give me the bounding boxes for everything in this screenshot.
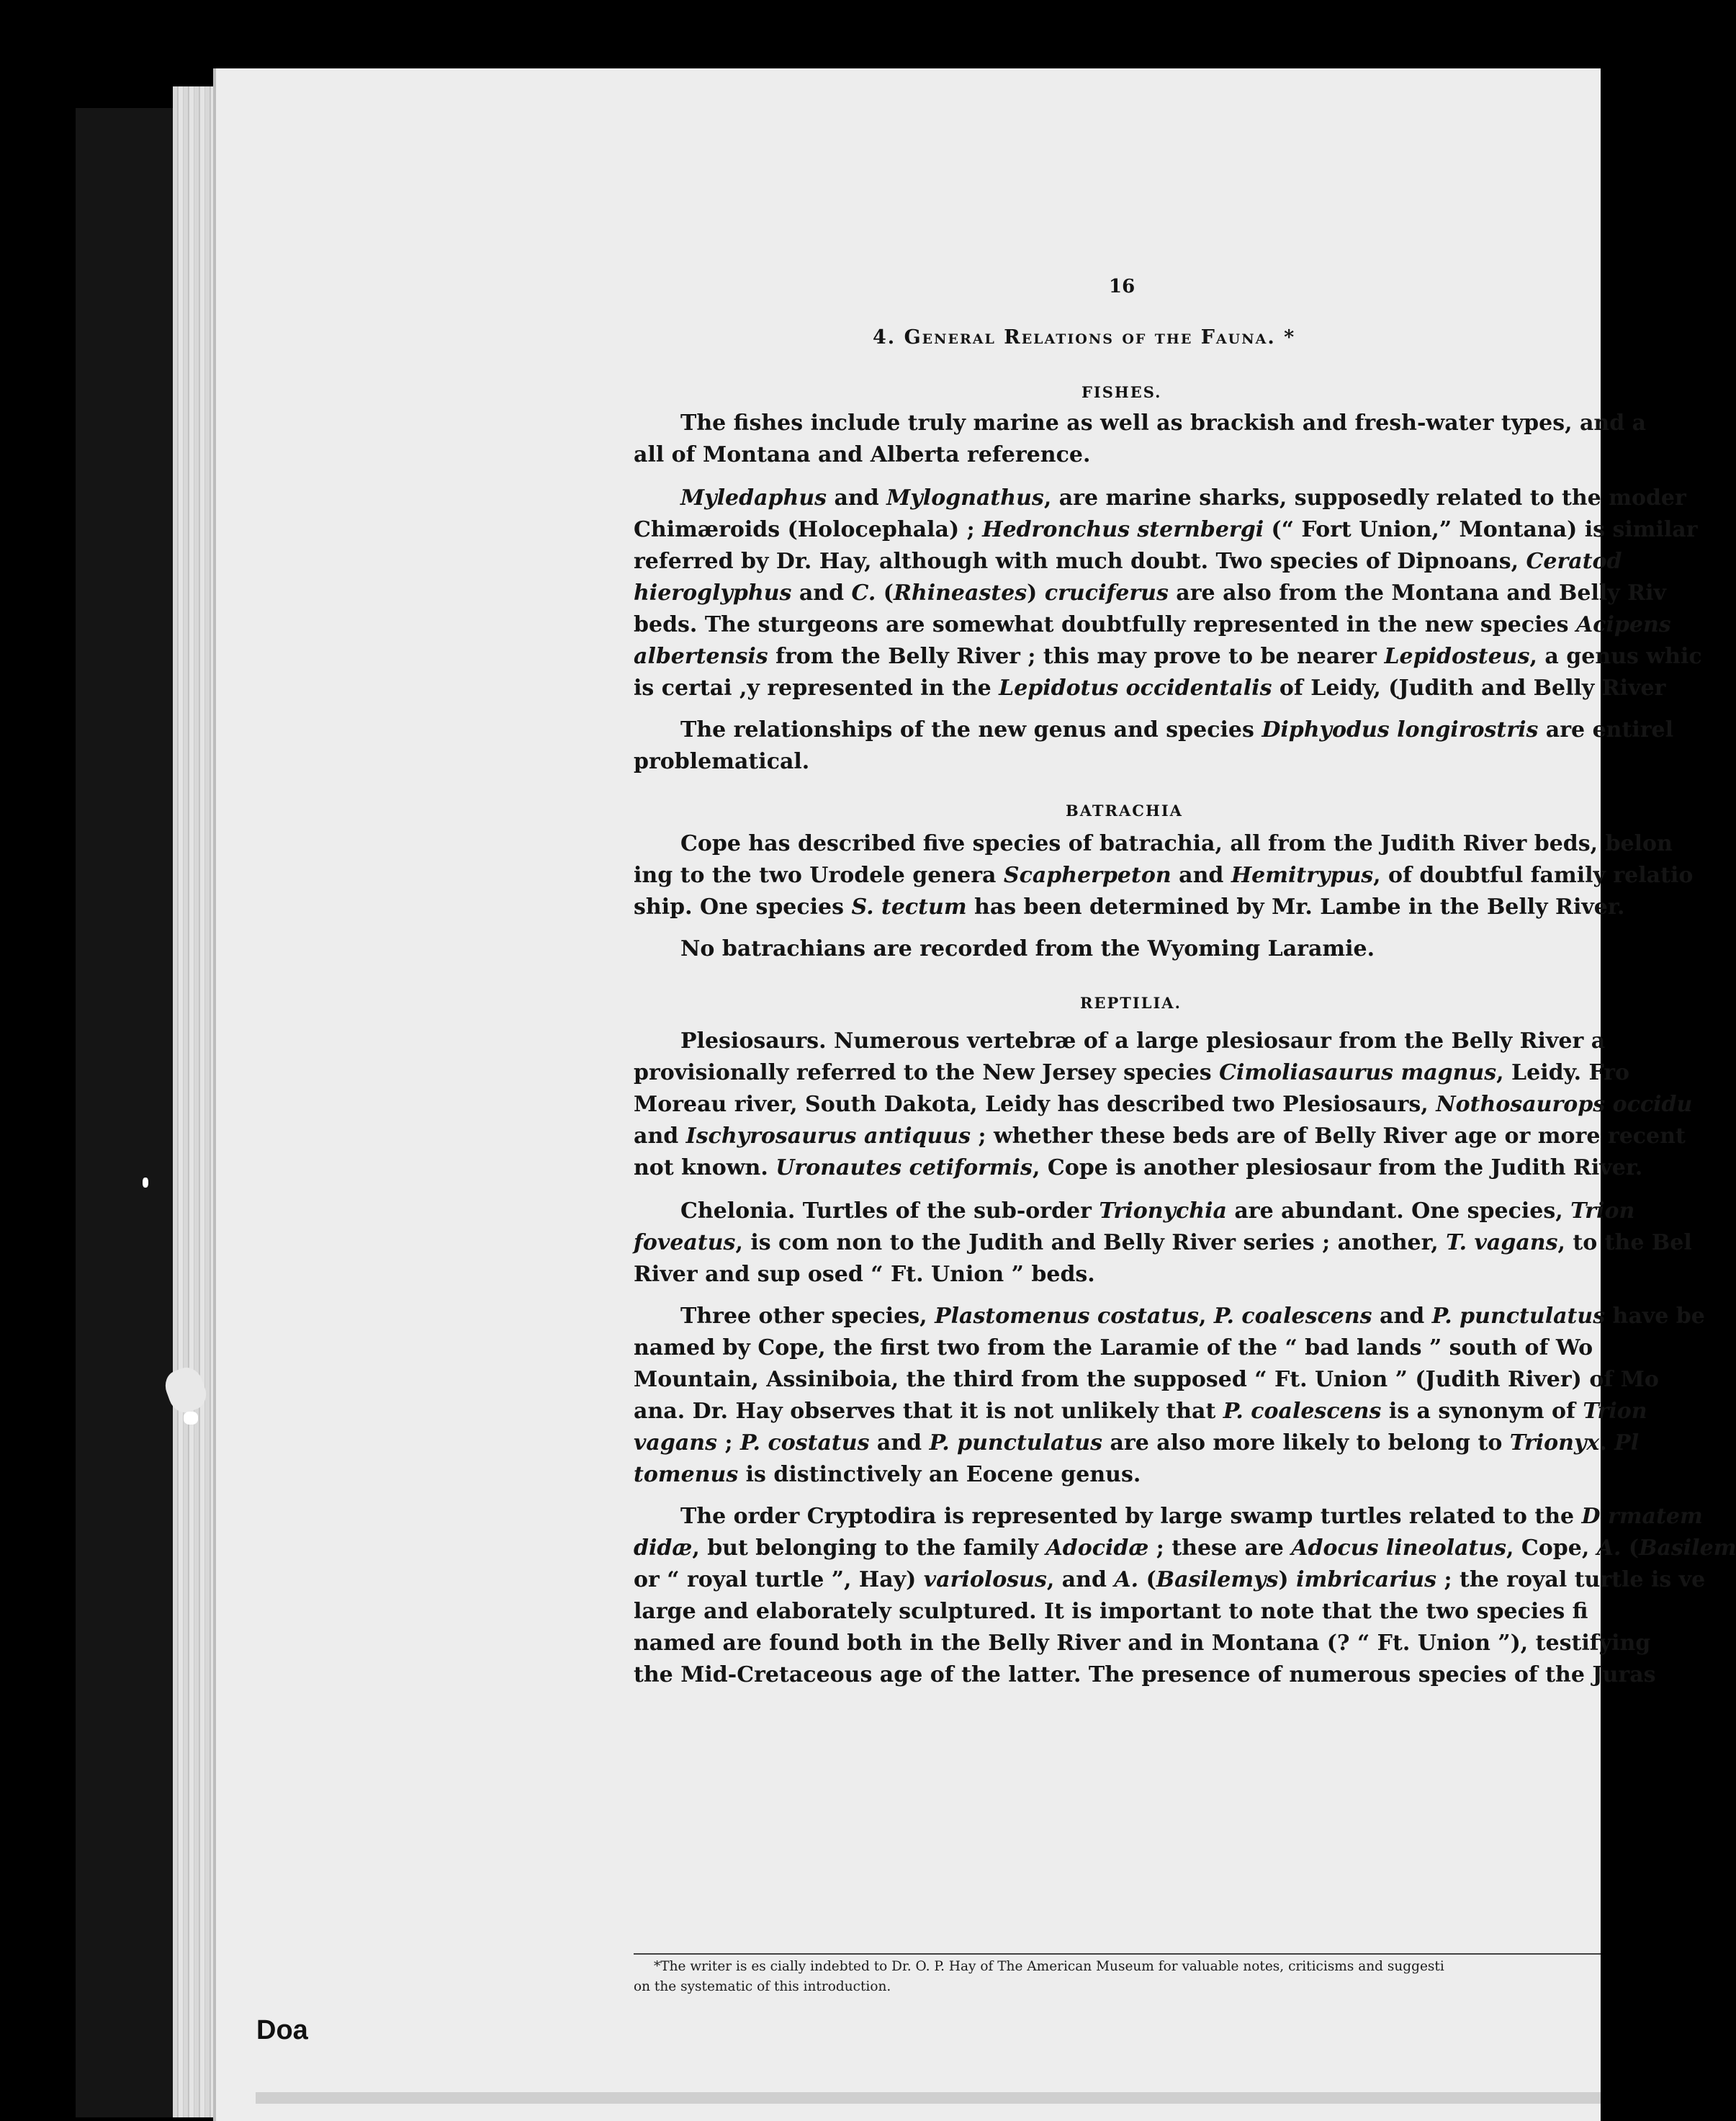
dark-book-edge xyxy=(76,108,184,2117)
footnote-rule xyxy=(634,1953,1601,1955)
text-line: Plesiosaurs. Numerous vertebræ of a large plesiosaur from the Belly River a xyxy=(680,1028,1606,1054)
section-title: 4. General Relations of the Fauna. * xyxy=(873,326,1296,349)
text-line: all of Montana and Alberta reference. xyxy=(634,442,1091,467)
text-line: ship. One species S. tectum has been determined by Mr. Lambe in the Belly River. xyxy=(634,894,1625,920)
scan-speck xyxy=(143,1178,148,1188)
text-line: albertensis from the Belly River ; this may prove to be nearer Lepidosteus, a genus whic xyxy=(634,644,1702,669)
text-line: Chimæroids (Holocephala) ; Hedronchus sternbergi (“ Fort Union,” Montana) is similar xyxy=(634,517,1698,542)
text-line: The order Cryptodira is represented by large swamp turtles related to the D rmatem xyxy=(680,1504,1703,1529)
text-line: The fishes include truly marine as well as brackish and fresh-water types, and a xyxy=(680,411,1647,436)
text-line: provisionally referred to the New Jersey species Cimoliasaurus magnus, Leidy. Fro xyxy=(634,1060,1630,1085)
text-line: No batrachians are recorded from the Wyoming Laramie. xyxy=(680,936,1375,961)
text-line: Mountain, Assiniboia, the third from the supposed “ Ft. Union ” (Judith River) of Mo xyxy=(634,1367,1659,1392)
text-line: Moreau river, South Dakota, Leidy has described two Plesiosaurs, Nothosaurops occidu xyxy=(634,1092,1693,1117)
text-line: hieroglyphus and C. (Rhineastes) cruciferus are also from the Montana and Belly Riv xyxy=(634,580,1666,606)
subhead-reptilia: REPTILIA. xyxy=(1080,994,1182,1012)
text-line: The relationships of the new genus and species Diphyodus longirostris are entirel xyxy=(680,717,1674,743)
subhead-fishes: FISHES. xyxy=(1081,383,1162,401)
text-line: Cope has described five species of batrachia, all from the Judith River beds, belon xyxy=(680,831,1673,856)
text-line: not known. Uronautes cetiformis, Cope is another plesiosaur from the Judith River. xyxy=(634,1155,1643,1180)
text-line: named by Cope, the first two from the Laramie of the “ bad lands ” south of Wo xyxy=(634,1335,1593,1360)
text-line: Myledaphus and Mylognathus, are marine sharks, supposedly related to the moder xyxy=(680,485,1686,511)
text-line: Chelonia. Turtles of the sub-order Trionychia are abundant. One species, Trion xyxy=(680,1198,1635,1224)
text-line: tomenus is distinctively an Eocene genus. xyxy=(634,1462,1141,1487)
text-line: Three other species, Plastomenus costatus, P. coalescens and P. punctulatus have be xyxy=(680,1304,1705,1329)
text-line: River and sup osed “ Ft. Union ” beds. xyxy=(634,1262,1095,1287)
text-line: problematical. xyxy=(634,749,810,774)
text-line: vagans ; P. costatus and P. punctulatus are also more likely to belong to Trionyx. Pl xyxy=(634,1430,1640,1456)
text-line: ana. Dr. Hay observes that it is not unlikely that P. coalescens is a synonym of Trion xyxy=(634,1399,1647,1424)
stamp-text: Doa xyxy=(256,2015,308,2045)
footnote-line-1: *The writer is es cially indebted to Dr. O. P. Hay of The American Museum for valuable notes, criticisms and suggesti xyxy=(654,1959,1444,1974)
text-line: large and elaborately sculptured. It is important to note that the two species fi xyxy=(634,1599,1588,1624)
page-bottom-edge xyxy=(256,2092,1601,2104)
page-number: 16 xyxy=(1109,276,1135,297)
scan-speck xyxy=(184,1412,198,1425)
text-line: referred by Dr. Hay, although with much doubt. Two species of Dipnoans, Ceratod xyxy=(634,549,1622,574)
text-line: foveatus, is com non to the Judith and Belly River series ; another, T. vagans, to the Bel xyxy=(634,1230,1692,1255)
text-line: or “ royal turtle ”, Hay) variolosus, and A. (Basilemys) imbricarius ; the royal turtle is ve xyxy=(634,1567,1706,1592)
text-line: and Ischyrosaurus antiquus ; whether these beds are of Belly River age or more recent xyxy=(634,1124,1686,1149)
text-line: is certai ,y represented in the Lepidotus occidentalis of Leidy, (Judith and Belly River xyxy=(634,676,1666,701)
text-line: named are found both in the Belly River and in Montana (? “ Ft. Union ”), testifying xyxy=(634,1631,1651,1656)
footnote-line-2: on the systematic of this introduction. xyxy=(634,1979,891,1994)
text-line: beds. The sturgeons are somewhat doubtfully represented in the new species Acipens xyxy=(634,612,1671,637)
text-line: ing to the two Urodele genera Scapherpeton and Hemitrypus, of doubtful family relatio xyxy=(634,863,1694,888)
subhead-batrachia: BATRACHIA xyxy=(1066,802,1183,820)
text-line: the Mid-Cretaceous age of the latter. The presence of numerous species of the Juras xyxy=(634,1662,1656,1687)
text-line: didæ, but belonging to the family Adocidæ ; these are Adocus lineolatus, Cope, A. (Basilem xyxy=(634,1535,1736,1561)
